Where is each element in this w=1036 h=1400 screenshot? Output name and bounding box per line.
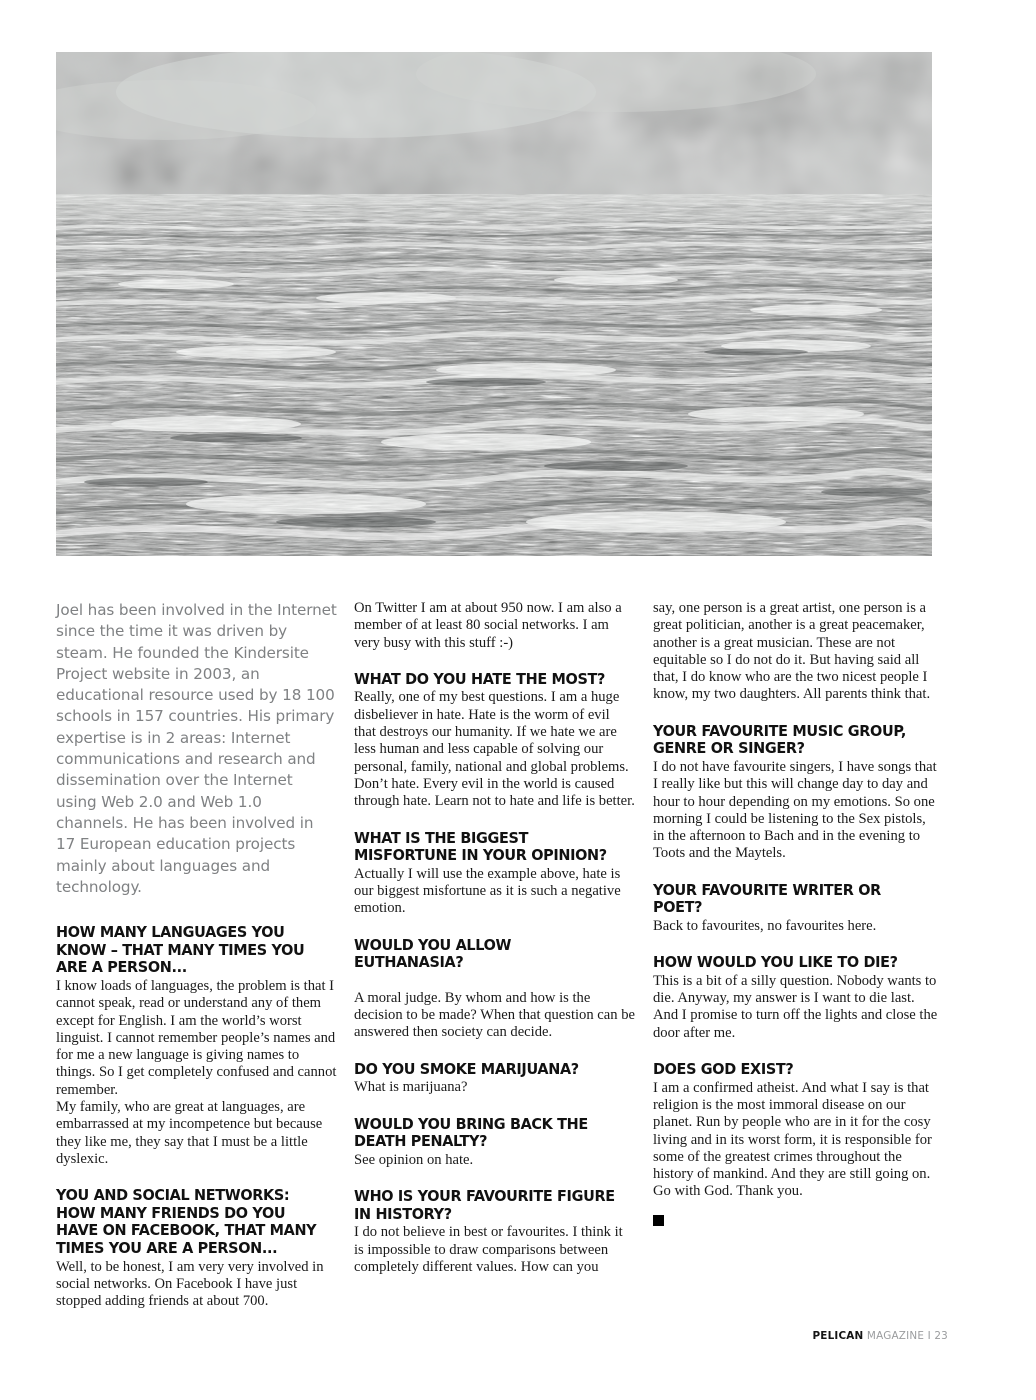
question-heading: WOULD YOU ALLOW EUTHANASIA? [354, 935, 512, 972]
question-heading: HOW MANY LANGUAGES YOU KNOW – THAT MANY TIMES YOU ARE A PERSON... [56, 923, 305, 977]
answer-paragraph: Well, to be honest, I am very very involved in social networks. On Facebook I have just stopped adding friends at about 700. [56, 1258, 324, 1310]
answer-paragraph: Actually I will use the example above, hate is our biggest misfortune as it is such a negative emotion. [354, 865, 621, 917]
question-heading: WHO IS YOUR FAVOURITE FIGURE IN HISTORY? [354, 1187, 615, 1223]
article-end-mark [653, 1215, 664, 1226]
answer-paragraph: I know loads of languages, the problem is that I cannot speak, read or understand any of them except for English. I am the world’s worst linguist. I cannot remember people’s names and for me a new language is giving names to things. So I get completely confused and cannot remember. [56, 977, 337, 1098]
question-heading: DO YOU SMOKE MARIJUANA? [354, 1059, 579, 1078]
intro-paragraph: Joel has been involved in the Internet since the time it was driven by steam. He founded the Kindersite Project website in 2003, an educational resource used by 18 100 schools in 157 countries. His primary expertise is in 2 areas: Internet communications and research and dissemination over the Internet using Web 2.0 and Web 1.0 channels. He has been involved in 17 European education projects mainly about languages and technology. [56, 601, 337, 896]
question-heading: YOUR FAVOURITE MUSIC GROUP, GENRE OR SINGER? [653, 721, 907, 758]
sea-photograph-graphic [56, 52, 932, 556]
qa-block [653, 1061, 940, 1201]
answer-paragraph: I do not believe in best or favourites. I think it is impossible to draw comparisons between completely different values. How can you [354, 1224, 623, 1275]
qa-block [354, 830, 635, 918]
sea-photograph [56, 52, 932, 556]
text-column-1 [56, 600, 337, 1329]
question-heading: YOUR FAVOURITE WRITER OR POET? [653, 880, 881, 917]
answer-paragraph: I do not have favourite singers, I have songs that I really like but this will change day to day and hour to hour depending on my emotions. So one morning I could be listening to the Sex pistols, in the afternoon to Bach and in the evening to Toots and the Maytels. [653, 758, 937, 862]
qa-block [354, 1188, 635, 1276]
answer-paragraph: Back to favourites, no favourites here. [653, 917, 877, 934]
qa-block [354, 1116, 635, 1169]
qa-block [653, 723, 940, 863]
qa-block [56, 1187, 337, 1310]
question-heading: WOULD YOU BRING BACK THE DEATH PENALTY? [354, 1114, 588, 1151]
blank-line [354, 973, 635, 990]
qa-block [354, 937, 635, 1042]
question-heading: DOES GOD EXIST? [653, 1060, 794, 1079]
continuation-paragraph: say, one person is a great artist, one person is a great politician, another is a great peacemaker, another is a great musician. These are not equitable so I do not do it. But having said all that, I do know who are the two nicest people I know, my two daughters. All parents think that. [653, 600, 931, 703]
qa-block [354, 671, 635, 811]
qa-block [653, 954, 940, 1042]
continuation-paragraph: On Twitter I am at about 950 now. I am also a member of at least 80 social networks. I am very busy with this stuff :-) [354, 600, 622, 651]
qa-block [56, 924, 337, 1168]
question-heading: WHAT IS THE BIGGEST MISFORTUNE IN YOUR OPINION? [354, 828, 607, 865]
qa-block [354, 1061, 635, 1097]
answer-paragraph: A moral judge. By whom and how is the decision to be made? When that question can be answered then society can decide. [354, 989, 635, 1041]
answer-paragraph: See opinion on hate. [354, 1151, 474, 1168]
answer-paragraph: Really, one of my best questions. I am a huge disbeliever in hate. Hate is the worm of evil that destroys our humanity. If we hate we are less human and less capable of solving our personal, family, national and global problems. Don’t hate. Every evil in the world is caused through hate. Learn not to hate and life is better. [354, 689, 635, 810]
answer-paragraph: What is marijuana? [354, 1079, 468, 1096]
magazine-page-label: MAGAZINE I 23 [863, 1330, 948, 1342]
question-heading: YOU AND SOCIAL NETWORKS: HOW MANY FRIENDS DO YOU HAVE ON FACEBOOK, THAT MANY TIMES YOU ARE A PERSON... [56, 1186, 317, 1257]
answer-paragraph: This is a bit of a silly question. Nobody wants to die. Anyway, my answer is I want to die last. And I promise to turn off the lights and close the door after me. [653, 972, 938, 1041]
text-column-3 [653, 600, 940, 1226]
answer-paragraph: My family, who are great at languages, are embarrassed at my incompetence but because they like me, they say that I must be a little dyslexic. [56, 1099, 323, 1167]
page-footer [812, 1330, 948, 1342]
qa-block [653, 882, 940, 935]
question-heading: HOW WOULD YOU LIKE TO DIE? [653, 953, 898, 972]
answer-paragraph: I am a confirmed atheist. And what I say is that religion is the most immoral disease on our planet. Run by people who are in it for the cosy living and in its worst form, it is responsible for some of the greatest crimes throughout the history of mankind. And they are still going on. Go with God. Thank you. [653, 1079, 932, 1200]
magazine-brand: PELICAN [812, 1330, 864, 1342]
text-column-2 [354, 600, 635, 1295]
question-heading: WHAT DO YOU HATE THE MOST? [354, 669, 606, 688]
